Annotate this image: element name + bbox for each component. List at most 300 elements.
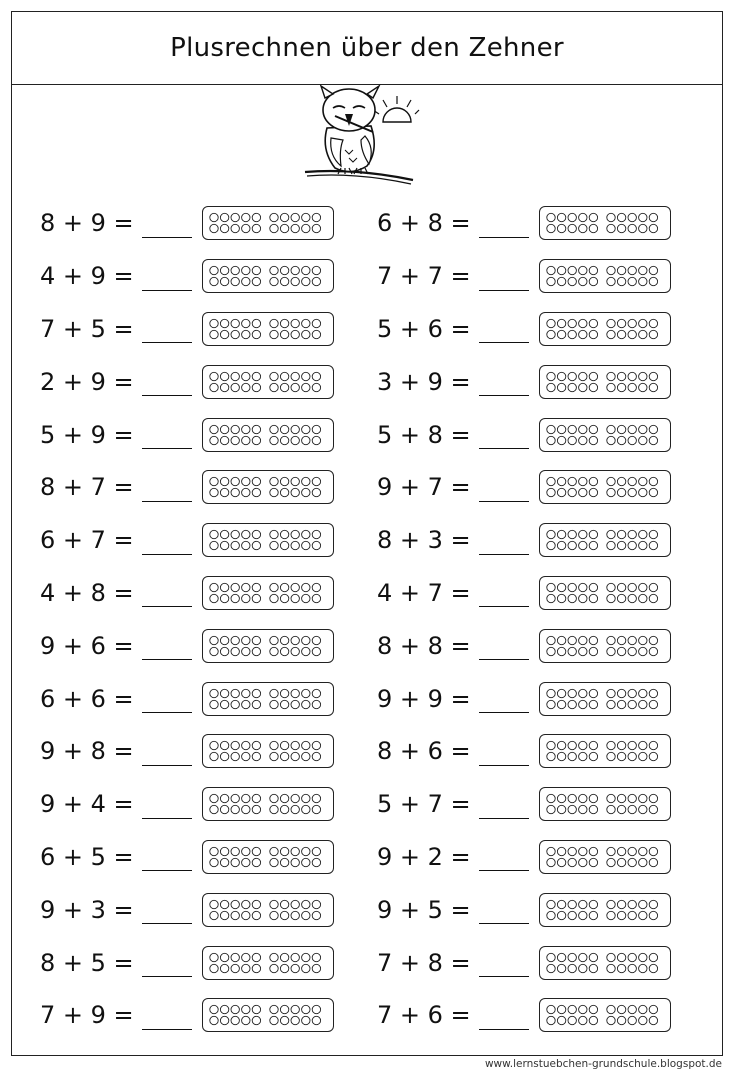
ten-frame-dot (291, 742, 299, 750)
ten-frame-dot (547, 372, 555, 380)
ten-frame-dot (547, 805, 555, 813)
ten-frame-dot (628, 319, 636, 327)
ten-frame-dot (280, 1017, 288, 1025)
ten-frame-dot (639, 594, 647, 602)
ten-frame-dot (270, 689, 278, 697)
ten-frame-dot (639, 847, 647, 855)
ten-frame-dot (312, 583, 320, 591)
ten-frame-dot (312, 478, 320, 486)
ten-frame-dot (280, 436, 288, 444)
equation-text: 5 + 7 = (377, 790, 471, 819)
equation-text: 4 + 9 = (40, 262, 134, 291)
ten-frame-dot (617, 858, 625, 866)
answer-blank[interactable] (479, 318, 529, 343)
ten-frame-dot (547, 478, 555, 486)
ten-frame-dot (617, 911, 625, 919)
ten-frame-dot (280, 583, 288, 591)
ten-frame-dot (220, 225, 228, 233)
ten-frame-dot (607, 700, 615, 708)
ten-frame-dot (302, 594, 310, 602)
equation-text: 9 + 8 = (40, 737, 134, 766)
equation-text: 6 + 7 = (40, 526, 134, 555)
ten-frame-dot (639, 647, 647, 655)
twenty-frame-box (202, 629, 334, 663)
ten-frame-dot (589, 541, 597, 549)
ten-frame-dot (568, 319, 576, 327)
ten-frame-dot (242, 266, 250, 274)
ten-frame-dot (557, 911, 565, 919)
ten-frame-dot (579, 689, 587, 697)
ten-frame-dot (312, 489, 320, 497)
ten-frame-dot (270, 277, 278, 285)
ten-frame-dot (220, 794, 228, 802)
ten-frame-dot (291, 794, 299, 802)
ten-frame-dot (649, 266, 657, 274)
answer-blank[interactable] (479, 794, 529, 819)
answer-blank[interactable] (479, 952, 529, 977)
ten-frame-dot (579, 742, 587, 750)
ten-frame-dot (589, 489, 597, 497)
ten-frame-dot (628, 225, 636, 233)
ten-frame-dot (579, 805, 587, 813)
ten-frame-dot (270, 953, 278, 961)
ten-frame-dot (220, 214, 228, 222)
ten-frame-dot (547, 383, 555, 391)
ten-frame-dot (579, 911, 587, 919)
ten-frame-dot (568, 425, 576, 433)
ten-frame-dot (617, 636, 625, 644)
ten-frame-dot (639, 964, 647, 972)
ten-frame-dot (617, 383, 625, 391)
answer-blank[interactable] (142, 794, 192, 819)
ten-frame-dot (649, 700, 657, 708)
ten-frame-dot (220, 753, 228, 761)
ten-frame-dot (628, 330, 636, 338)
ten-frame-dot (270, 1017, 278, 1025)
ten-frame-dot (242, 1017, 250, 1025)
ten-frame-dot (291, 583, 299, 591)
ten-frame-dot (242, 383, 250, 391)
ten-frame-dot (617, 1006, 625, 1014)
answer-blank[interactable] (142, 635, 192, 660)
ten-frame-dot (220, 383, 228, 391)
ten-frame-dot (617, 794, 625, 802)
ten-frame-dot (579, 372, 587, 380)
exercise-row (40, 250, 360, 303)
ten-frame-dot (302, 383, 310, 391)
ten-frame-dot (270, 225, 278, 233)
ten-frame-dot (302, 489, 310, 497)
answer-blank[interactable] (142, 741, 192, 766)
ten-frame-dot (568, 1017, 576, 1025)
ten-frame-dot (628, 964, 636, 972)
ten-frame-dot (568, 330, 576, 338)
ten-frame-dot (231, 742, 239, 750)
answer-blank[interactable] (142, 213, 192, 238)
ten-frame-dot (649, 900, 657, 908)
ten-frame-dot (220, 594, 228, 602)
equation-text: 7 + 6 = (377, 1001, 471, 1030)
ten-frame-dot (568, 805, 576, 813)
ten-frame-dot (270, 266, 278, 274)
ten-frame-dot (302, 478, 310, 486)
ten-frame-dot (242, 372, 250, 380)
ten-frame-dot (617, 805, 625, 813)
ten-frame-dot (617, 266, 625, 274)
ten-frame-dot (589, 700, 597, 708)
ten-frame-dot (617, 689, 625, 697)
ten-frame-dot (291, 858, 299, 866)
ten-frame-dot (628, 266, 636, 274)
ten-frame-dot (210, 330, 218, 338)
ten-frame-dot (649, 225, 657, 233)
ten-frame-dot (639, 583, 647, 591)
ten-frame-dot (291, 489, 299, 497)
ten-frame-dot (252, 266, 260, 274)
ten-frame-dot (302, 742, 310, 750)
ten-frame-dot (579, 700, 587, 708)
ten-frame-dot (252, 847, 260, 855)
ten-frame-dot (628, 583, 636, 591)
ten-frame-dot (210, 266, 218, 274)
ten-frame-dot (628, 753, 636, 761)
ten-frame-dot (617, 647, 625, 655)
ten-frame-dot (210, 911, 218, 919)
ten-frame-dot (280, 911, 288, 919)
ten-frame-dot (291, 647, 299, 655)
ten-frame-dot (639, 805, 647, 813)
exercise-row (40, 514, 360, 567)
answer-blank[interactable] (479, 741, 529, 766)
ten-frame-dot (589, 266, 597, 274)
ten-frame-dot (280, 647, 288, 655)
ten-frame-dot (617, 753, 625, 761)
answer-blank[interactable] (479, 582, 529, 607)
ten-frame-dot (280, 319, 288, 327)
ten-frame-dot (557, 530, 565, 538)
ten-frame-dot (280, 266, 288, 274)
ten-frame-dot (280, 489, 288, 497)
ten-frame-dot (589, 583, 597, 591)
answer-blank[interactable] (142, 1005, 192, 1030)
answer-blank[interactable] (142, 477, 192, 502)
ten-frame-dot (639, 319, 647, 327)
ten-frame-dot (589, 911, 597, 919)
ten-frame-dot (220, 1017, 228, 1025)
ten-frame-dot (628, 700, 636, 708)
ten-frame-dot (231, 700, 239, 708)
ten-frame-dot (302, 953, 310, 961)
ten-frame-dot (210, 225, 218, 233)
ten-frame-dot (607, 900, 615, 908)
ten-frame-dot (242, 847, 250, 855)
ten-frame-dot (628, 900, 636, 908)
ten-frame-dot (607, 594, 615, 602)
ten-frame-dot (252, 689, 260, 697)
ten-frame-dot (557, 900, 565, 908)
exercise-row (377, 989, 697, 1042)
twenty-frame-box (202, 682, 334, 716)
equation-text: 9 + 3 = (40, 895, 134, 924)
ten-frame-dot (270, 900, 278, 908)
answer-blank[interactable] (142, 846, 192, 871)
ten-frame-dot (231, 383, 239, 391)
ten-frame-dot (252, 700, 260, 708)
ten-frame-dot (607, 530, 615, 538)
twenty-frame-box (202, 787, 334, 821)
ten-frame-dot (312, 225, 320, 233)
ten-frame-dot (231, 436, 239, 444)
answer-blank[interactable] (142, 371, 192, 396)
ten-frame-dot (312, 753, 320, 761)
answer-blank[interactable] (479, 688, 529, 713)
ten-frame-dot (589, 636, 597, 644)
answer-blank[interactable] (142, 424, 192, 449)
ten-frame-dot (242, 594, 250, 602)
ten-frame-dot (210, 594, 218, 602)
exercise-row (377, 514, 697, 567)
ten-frame-dot (220, 911, 228, 919)
answer-blank[interactable] (479, 635, 529, 660)
twenty-frame-box (539, 787, 671, 821)
ten-frame-dot (252, 583, 260, 591)
ten-frame-dot (568, 583, 576, 591)
answer-blank[interactable] (142, 688, 192, 713)
ten-frame-dot (210, 277, 218, 285)
ten-frame-dot (617, 700, 625, 708)
exercise-row (40, 303, 360, 356)
ten-frame-dot (270, 742, 278, 750)
ten-frame-dot (252, 489, 260, 497)
equation-text: 9 + 5 = (377, 895, 471, 924)
ten-frame-dot (617, 900, 625, 908)
exercise-row (40, 936, 360, 989)
equation-text: 5 + 6 = (377, 314, 471, 343)
ten-frame-dot (252, 383, 260, 391)
equation-text: 7 + 5 = (40, 314, 134, 343)
exercise-row (40, 619, 360, 672)
ten-frame-dot (302, 636, 310, 644)
answer-blank[interactable] (479, 213, 529, 238)
equation-text: 6 + 5 = (40, 842, 134, 871)
ten-frame-dot (568, 277, 576, 285)
ten-frame-dot (649, 794, 657, 802)
ten-frame-dot (547, 425, 555, 433)
ten-frame-dot (579, 900, 587, 908)
equation-text: 8 + 6 = (377, 737, 471, 766)
ten-frame-dot (312, 911, 320, 919)
ten-frame-dot (547, 330, 555, 338)
ten-frame-dot (270, 319, 278, 327)
twenty-frame-box (202, 365, 334, 399)
ten-frame-dot (568, 266, 576, 274)
ten-frame-dot (270, 1006, 278, 1014)
ten-frame-dot (589, 753, 597, 761)
ten-frame-dot (312, 277, 320, 285)
answer-blank[interactable] (479, 477, 529, 502)
twenty-frame-box (202, 470, 334, 504)
exercise-row (40, 197, 360, 250)
ten-frame-dot (607, 277, 615, 285)
ten-frame-dot (231, 225, 239, 233)
ten-frame-dot (617, 953, 625, 961)
twenty-frame-box (539, 206, 671, 240)
ten-frame-dot (231, 753, 239, 761)
ten-frame-dot (568, 953, 576, 961)
ten-frame-dot (639, 436, 647, 444)
ten-frame-dot (302, 319, 310, 327)
ten-frame-dot (210, 900, 218, 908)
ten-frame-dot (302, 583, 310, 591)
ten-frame-dot (557, 425, 565, 433)
ten-frame-dot (628, 953, 636, 961)
answer-blank[interactable] (142, 318, 192, 343)
ten-frame-dot (291, 847, 299, 855)
exercise-row (377, 778, 697, 831)
ten-frame-dot (579, 436, 587, 444)
ten-frame-dot (291, 383, 299, 391)
ten-frame-dot (270, 753, 278, 761)
answer-blank[interactable] (479, 899, 529, 924)
ten-frame-dot (547, 700, 555, 708)
ten-frame-dot (579, 583, 587, 591)
ten-frame-dot (302, 794, 310, 802)
ten-frame-dot (589, 900, 597, 908)
ten-frame-dot (252, 911, 260, 919)
ten-frame-dot (568, 900, 576, 908)
equation-text: 4 + 8 = (40, 578, 134, 607)
ten-frame-dot (557, 319, 565, 327)
ten-frame-dot (649, 330, 657, 338)
ten-frame-dot (628, 911, 636, 919)
ten-frame-dot (210, 858, 218, 866)
answer-blank[interactable] (142, 899, 192, 924)
twenty-frame-box (202, 523, 334, 557)
ten-frame-dot (231, 489, 239, 497)
ten-frame-dot (579, 383, 587, 391)
ten-frame-dot (312, 689, 320, 697)
ten-frame-dot (231, 1006, 239, 1014)
equation-text: 9 + 4 = (40, 790, 134, 819)
ten-frame-dot (302, 1017, 310, 1025)
ten-frame-dot (231, 858, 239, 866)
ten-frame-dot (270, 858, 278, 866)
twenty-frame-box (539, 629, 671, 663)
twenty-frame-box (539, 523, 671, 557)
ten-frame-dot (649, 541, 657, 549)
answer-blank[interactable] (479, 530, 529, 555)
ten-frame-dot (547, 583, 555, 591)
ten-frame-dot (242, 911, 250, 919)
ten-frame-dot (628, 277, 636, 285)
ten-frame-dot (220, 330, 228, 338)
ten-frame-dot (280, 953, 288, 961)
answer-blank[interactable] (479, 846, 529, 871)
ten-frame-dot (252, 742, 260, 750)
ten-frame-dot (242, 436, 250, 444)
ten-frame-dot (242, 858, 250, 866)
ten-frame-dot (579, 489, 587, 497)
ten-frame-dot (242, 277, 250, 285)
ten-frame-dot (210, 478, 218, 486)
ten-frame-dot (242, 964, 250, 972)
ten-frame-dot (220, 847, 228, 855)
ten-frame-dot (280, 847, 288, 855)
ten-frame-dot (649, 277, 657, 285)
ten-frame-dot (589, 319, 597, 327)
ten-frame-dot (242, 805, 250, 813)
ten-frame-dot (607, 319, 615, 327)
ten-frame-dot (557, 847, 565, 855)
ten-frame-dot (312, 1017, 320, 1025)
ten-frame-dot (579, 330, 587, 338)
ten-frame-dot (579, 530, 587, 538)
ten-frame-dot (589, 436, 597, 444)
answer-blank[interactable] (479, 371, 529, 396)
ten-frame-dot (568, 225, 576, 233)
ten-frame-dot (617, 277, 625, 285)
ten-frame-dot (617, 214, 625, 222)
title-bar (12, 12, 722, 85)
answer-blank[interactable] (142, 952, 192, 977)
ten-frame-dot (607, 636, 615, 644)
answer-blank[interactable] (479, 266, 529, 291)
ten-frame-dot (312, 636, 320, 644)
answer-blank[interactable] (142, 530, 192, 555)
exercise-row (377, 355, 697, 408)
exercise-row (377, 725, 697, 778)
ten-frame-dot (579, 647, 587, 655)
ten-frame-dot (242, 214, 250, 222)
ten-frame-dot (270, 383, 278, 391)
ten-frame-dot (280, 383, 288, 391)
ten-frame-dot (302, 330, 310, 338)
answer-blank[interactable] (479, 1005, 529, 1030)
ten-frame-dot (252, 964, 260, 972)
answer-blank[interactable] (142, 582, 192, 607)
ten-frame-dot (568, 964, 576, 972)
ten-frame-dot (302, 689, 310, 697)
ten-frame-dot (649, 636, 657, 644)
ten-frame-dot (557, 805, 565, 813)
ten-frame-dot (252, 794, 260, 802)
ten-frame-dot (547, 964, 555, 972)
ten-frame-dot (579, 753, 587, 761)
ten-frame-dot (252, 805, 260, 813)
answer-blank[interactable] (479, 424, 529, 449)
ten-frame-dot (270, 805, 278, 813)
ten-frame-dot (291, 900, 299, 908)
ten-frame-dot (242, 489, 250, 497)
equation-text: 8 + 8 = (377, 631, 471, 660)
ten-frame-dot (589, 847, 597, 855)
equation-text: 6 + 8 = (377, 209, 471, 238)
ten-frame-dot (291, 911, 299, 919)
ten-frame-dot (617, 330, 625, 338)
twenty-frame-box (202, 259, 334, 293)
ten-frame-dot (568, 594, 576, 602)
ten-frame-dot (628, 805, 636, 813)
ten-frame-dot (607, 858, 615, 866)
ten-frame-dot (589, 425, 597, 433)
ten-frame-dot (220, 900, 228, 908)
ten-frame-dot (617, 372, 625, 380)
answer-blank[interactable] (142, 266, 192, 291)
ten-frame-dot (607, 847, 615, 855)
ten-frame-dot (617, 425, 625, 433)
ten-frame-dot (302, 266, 310, 274)
ten-frame-dot (252, 214, 260, 222)
